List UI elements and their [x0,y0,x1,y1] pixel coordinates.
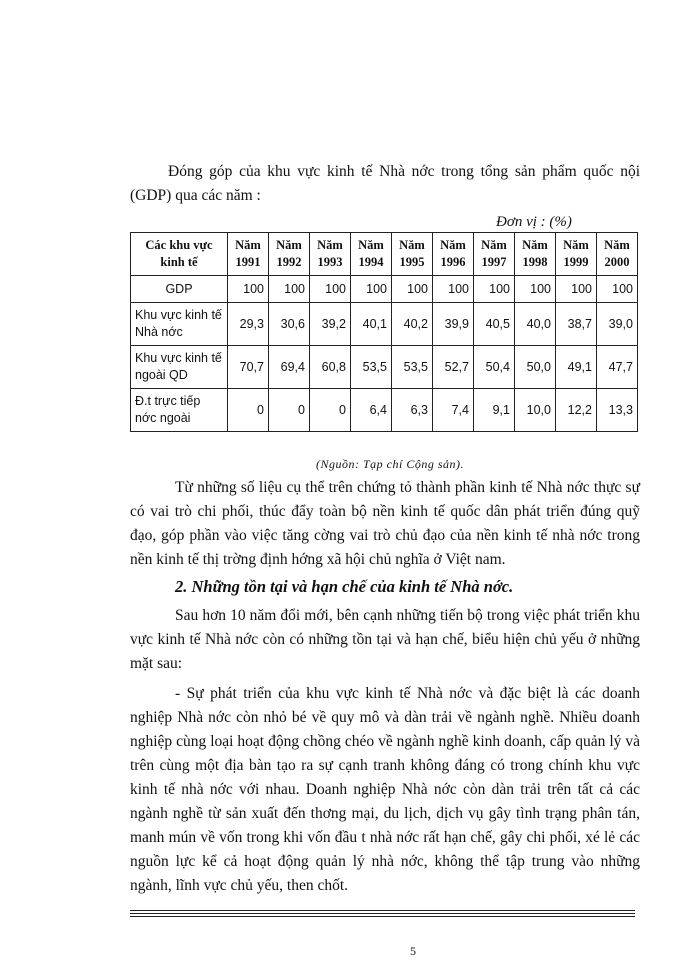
table-cell: 100 [269,276,310,303]
year-header: Năm 1993 [310,233,351,276]
table-cell: 6,4 [351,389,392,432]
table-cell: 40,5 [474,303,515,346]
table-cell: 0 [269,389,310,432]
table-cell: 50,4 [474,346,515,389]
paragraph-intro-limits: Sau hơn 10 năm đổi mới, bên cạnh những tiến bộ trong việc phát triển khu vực kinh tế Nhà nớc còn có những tồn tại và hạn chế, biểu hiện chủ yếu ở những mặt sau: [130,607,640,672]
year-header: Năm 1998 [515,233,556,276]
table-cell: 39,2 [310,303,351,346]
table-cell: 7,4 [433,389,474,432]
table-cell: 40,0 [515,303,556,346]
paragraph-limits-detail: - Sự phát triển của khu vực kinh tế Nhà nớc và đặc biệt là các doanh nghiệp Nhà nớc còn nhỏ bé về quy mô và dàn trải về ngành nghề. Nhiều doanh nghiệp cùng loại hoạt động chồng chéo về ngành nghề kinh doanh, cấp quản lý và trên cùng một địa bàn tạo ra sự cạnh tranh không đáng có trong chính khu vực kinh tế nhà nớc với nhau. Doanh nghiệp Nhà nớc còn dàn trải trên tất cả các ngành nghề từ sản xuất đến thơng mại, du lịch, dịch vụ gây tình trạng phân tán, manh mún về vốn trong khi vốn đầu t nhà nớc rất hạn chế, gây chi phối, xé lẻ các nguồn lực kể cả hoạt động quản lý nhà nớc, không thể tập trung vào những ngành, lĩnh vực chủ yếu, then chốt. [130,685,640,894]
row-label: Đ.t trực tiếp nớc ngoài [131,389,228,432]
table-cell: 0 [310,389,351,432]
table-cell: 39,0 [597,303,638,346]
table-cell: 47,7 [597,346,638,389]
table-cell: 100 [392,276,433,303]
year-header: Năm 1997 [474,233,515,276]
table-cell: 69,4 [269,346,310,389]
year-header: Năm 1991 [228,233,269,276]
section-heading: 2. Những tồn tại và hạn chế của kinh tế Nhà nớc. [175,577,514,596]
paragraph-conclusion: Từ những số liệu cụ thể trên chứng tỏ thành phần kinh tế Nhà nớc thực sự có vai trò chi phối, thúc đẩy toàn bộ nền kinh tế quốc dân phát triển đúng quỹ đạo, góp phần vào việc tăng cờng vai trò chủ đạo của nền kinh tế nhà nớc trong nền kinh tế thị trờng định hớng xã hội chủ nghĩa ở Việt nam. [130,479,640,568]
source-note: (Nguồn: Tạp chí Cộng sản). [316,457,464,471]
table-cell: 100 [474,276,515,303]
table-row [131,276,638,303]
table-cell: 100 [515,276,556,303]
table-cell: 100 [228,276,269,303]
table-cell: 13,3 [597,389,638,432]
table-cell: 40,2 [392,303,433,346]
table-cell: 60,8 [310,346,351,389]
table-cell: 100 [433,276,474,303]
year-header: Năm 1995 [392,233,433,276]
table-cell: 100 [351,276,392,303]
header-label: Các khu vực kinh tế [131,233,228,276]
year-header: Năm 1996 [433,233,474,276]
year-header: Năm 2000 [597,233,638,276]
footer-rule [130,916,635,917]
table-cell: 10,0 [515,389,556,432]
unit-label: Đơn vị : (%) [496,214,572,230]
row-label: Khu vực kinh tế ngoài QD [131,346,228,389]
row-label: Khu vực kinh tế Nhà nớc [131,303,228,346]
year-header: Năm 1994 [351,233,392,276]
intro-paragraph: Đóng góp của khu vực kinh tế Nhà nớc trong tổng sản phẩm quốc nội (GDP) qua các năm : [130,163,640,204]
table-row [131,303,638,346]
table-row [131,346,638,389]
table-cell: 9,1 [474,389,515,432]
footer-rule [130,910,635,911]
table-cell: 29,3 [228,303,269,346]
table-cell: 50,0 [515,346,556,389]
table-cell: 0 [228,389,269,432]
table-cell: 53,5 [351,346,392,389]
year-header: Năm 1999 [556,233,597,276]
table-cell: 100 [556,276,597,303]
table-cell: 52,7 [433,346,474,389]
table-cell: 39,9 [433,303,474,346]
table-cell: 30,6 [269,303,310,346]
table-cell: 100 [310,276,351,303]
year-header: Năm 1992 [269,233,310,276]
gdp-table [130,232,638,432]
table-cell: 12,2 [556,389,597,432]
table-header-row [131,233,638,276]
table-cell: 53,5 [392,346,433,389]
table-cell: 40,1 [351,303,392,346]
footer-rule [130,913,635,914]
page-number: 5 [410,944,416,958]
table-row [131,389,638,432]
table-cell: 70,7 [228,346,269,389]
table-cell: 49,1 [556,346,597,389]
table-cell: 38,7 [556,303,597,346]
table-cell: 6,3 [392,389,433,432]
row-label: GDP [131,276,228,303]
table-cell: 100 [597,276,638,303]
